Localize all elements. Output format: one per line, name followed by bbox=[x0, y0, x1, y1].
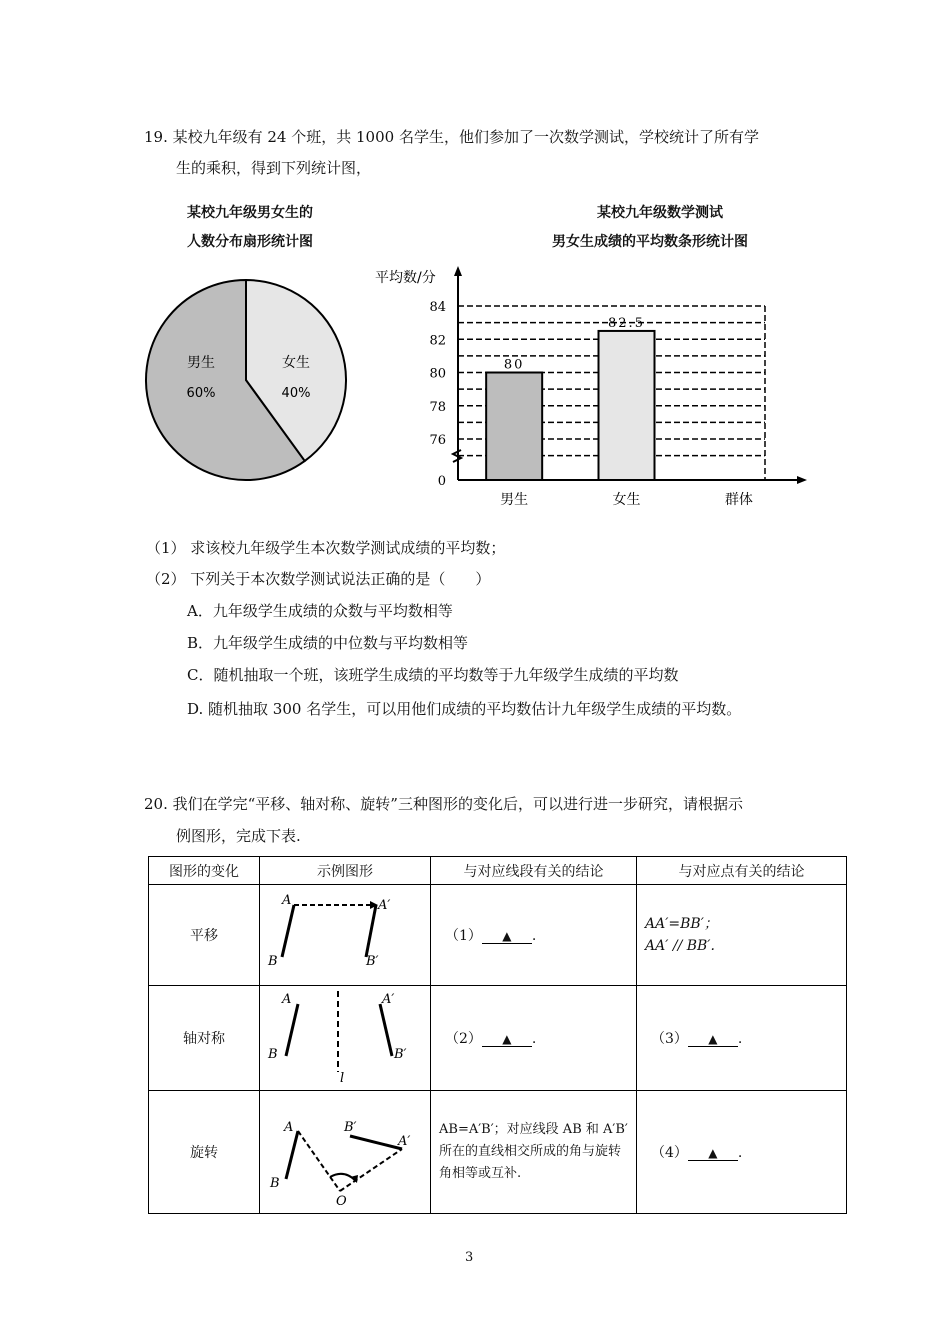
q20-table bbox=[148, 856, 847, 1214]
y-tick-label: 84 bbox=[429, 300, 446, 315]
x-tick-label: 男生 bbox=[500, 492, 529, 508]
row-label-rotation: 旋转 bbox=[149, 1091, 260, 1214]
figure-translation-cell bbox=[260, 885, 431, 986]
label-a: A bbox=[282, 893, 292, 908]
rotation-figure bbox=[260, 1091, 430, 1209]
point-conclusion-line2: AA′ // BB′. bbox=[645, 938, 715, 954]
answer-4-cell: （4） ▲ . bbox=[637, 1091, 847, 1214]
bar-0 bbox=[486, 373, 542, 481]
header-point: 与对应点有关的结论 bbox=[637, 857, 847, 885]
answer-3-blank[interactable]: ▲ bbox=[688, 1032, 738, 1047]
x-tick-label: 女生 bbox=[612, 492, 641, 508]
q19-option-b: B．九年级学生成绩的中位数与平均数相等 bbox=[187, 634, 469, 652]
bar-value-label: 82.5 bbox=[608, 315, 645, 331]
bar-title-line1: 某校九年级数学测试 bbox=[597, 205, 723, 221]
answer-2-blank[interactable]: ▲ bbox=[482, 1032, 532, 1047]
label-b-prime: B′ bbox=[394, 1047, 407, 1062]
bar-title-line2: 男女生成绩的平均数条形统计图 bbox=[552, 234, 748, 250]
label-b-prime: B′ bbox=[366, 954, 379, 969]
q20-stem-line1: 20. 我们在学完“平移、轴对称、旋转”三种图形的变化后，可以进行进一步研究，请根据示 bbox=[144, 795, 743, 813]
answer-1-cell: （1） ▲ . bbox=[431, 885, 637, 986]
x-axis-arrow bbox=[797, 476, 807, 484]
y-tick-label: 78 bbox=[429, 399, 446, 415]
label-a-prime: A′ bbox=[378, 898, 391, 913]
y-tick-label: 76 bbox=[429, 433, 446, 448]
bar-ylabel: 平均数/分 bbox=[375, 270, 436, 286]
label-a-prime: A′ bbox=[382, 992, 395, 1007]
reflection-figure bbox=[260, 986, 430, 1086]
point-conclusion-line1: AA′=BB′； bbox=[645, 916, 718, 932]
label-b: B bbox=[268, 1047, 278, 1062]
label-b: B bbox=[268, 954, 278, 969]
row-label-reflection: 轴对称 bbox=[149, 986, 260, 1091]
label-b: B bbox=[270, 1176, 280, 1191]
point-conclusion-translation bbox=[637, 885, 847, 986]
pie-title-line1: 某校九年级男女生的 bbox=[187, 205, 313, 221]
answer-1-blank[interactable]: ▲ bbox=[482, 929, 532, 944]
q19-option-c: C．随机抽取一个班，该班学生成绩的平均数等于九年级学生成绩的平均数 bbox=[187, 666, 679, 684]
y-tick-label: 0 bbox=[437, 474, 446, 489]
y-tick-label: 80 bbox=[429, 366, 446, 382]
table-header-row bbox=[149, 857, 847, 885]
table-row-rotation bbox=[149, 1091, 847, 1214]
q19-sub2: （2） 下列关于本次数学测试说法正确的是（ ） bbox=[146, 570, 491, 588]
q19-option-d: D. 随机抽取 300 名学生，可以用他们成绩的平均数估计九年级学生成绩的平均数。 bbox=[187, 700, 742, 718]
y-axis-arrow bbox=[454, 266, 462, 276]
label-l: l bbox=[340, 1071, 345, 1086]
row-label-translation: 平移 bbox=[149, 885, 260, 986]
pie-label-female: 女生 bbox=[282, 355, 310, 371]
table-row-translation bbox=[149, 885, 847, 986]
label-o: O bbox=[336, 1194, 347, 1209]
figure-rotation-cell bbox=[260, 1091, 431, 1214]
label-a-prime: A′ bbox=[398, 1134, 411, 1149]
q20-stem-line2: 例图形，完成下表. bbox=[176, 827, 301, 845]
pie-value-female: 40% bbox=[281, 386, 311, 401]
label-a: A bbox=[284, 1120, 294, 1135]
answer-4-blank[interactable]: ▲ bbox=[688, 1146, 738, 1161]
header-segment: 与对应线段有关的结论 bbox=[431, 857, 637, 885]
q19-stem-line2: 生的乘积，得到下列统计图， bbox=[176, 159, 372, 177]
q19-option-a: A．九年级学生成绩的众数与平均数相等 bbox=[187, 602, 453, 620]
label-a: A bbox=[282, 992, 292, 1007]
translation-figure bbox=[260, 885, 430, 981]
table-row-reflection bbox=[149, 986, 847, 1091]
figure-reflection-cell bbox=[260, 986, 431, 1091]
header-example: 示例图形 bbox=[260, 857, 431, 885]
bar-1 bbox=[599, 331, 655, 480]
q19-stem-line1: 19. 某校九年级有 24 个班，共 1000 名学生，他们参加了一次数学测试，学校统计了所有学 bbox=[144, 128, 759, 146]
x-tick-label: 群体 bbox=[724, 492, 753, 508]
answer-2-cell: （2） ▲ . bbox=[431, 986, 637, 1091]
page-number: 3 bbox=[465, 1250, 474, 1265]
q19-sub1: （1） 求该校九年级学生本次数学测试成绩的平均数； bbox=[146, 539, 506, 557]
bar-value-label: 80 bbox=[503, 357, 525, 373]
pie-title-line2: 人数分布扇形统计图 bbox=[187, 234, 313, 250]
header-transform: 图形的变化 bbox=[149, 857, 260, 885]
pie-label-male: 男生 bbox=[187, 355, 215, 371]
answer-3-cell: （3） ▲ . bbox=[637, 986, 847, 1091]
y-tick-label: 82 bbox=[429, 333, 446, 349]
pie-chart bbox=[140, 276, 360, 496]
answer-4-label: （4） bbox=[651, 1145, 688, 1161]
answer-3-label: （3） bbox=[651, 1031, 688, 1047]
answer-1-label: （1） bbox=[445, 928, 482, 944]
segment-conclusion-rotation: AB=A′B′；对应线段 AB 和 A′B′所在的直线相交所成的角与旋转角相等或互补. bbox=[431, 1091, 637, 1214]
pie-value-male: 60% bbox=[186, 386, 216, 401]
bar-chart bbox=[370, 262, 820, 522]
answer-2-label: （2） bbox=[445, 1031, 482, 1047]
label-b-prime: B′ bbox=[344, 1120, 357, 1135]
